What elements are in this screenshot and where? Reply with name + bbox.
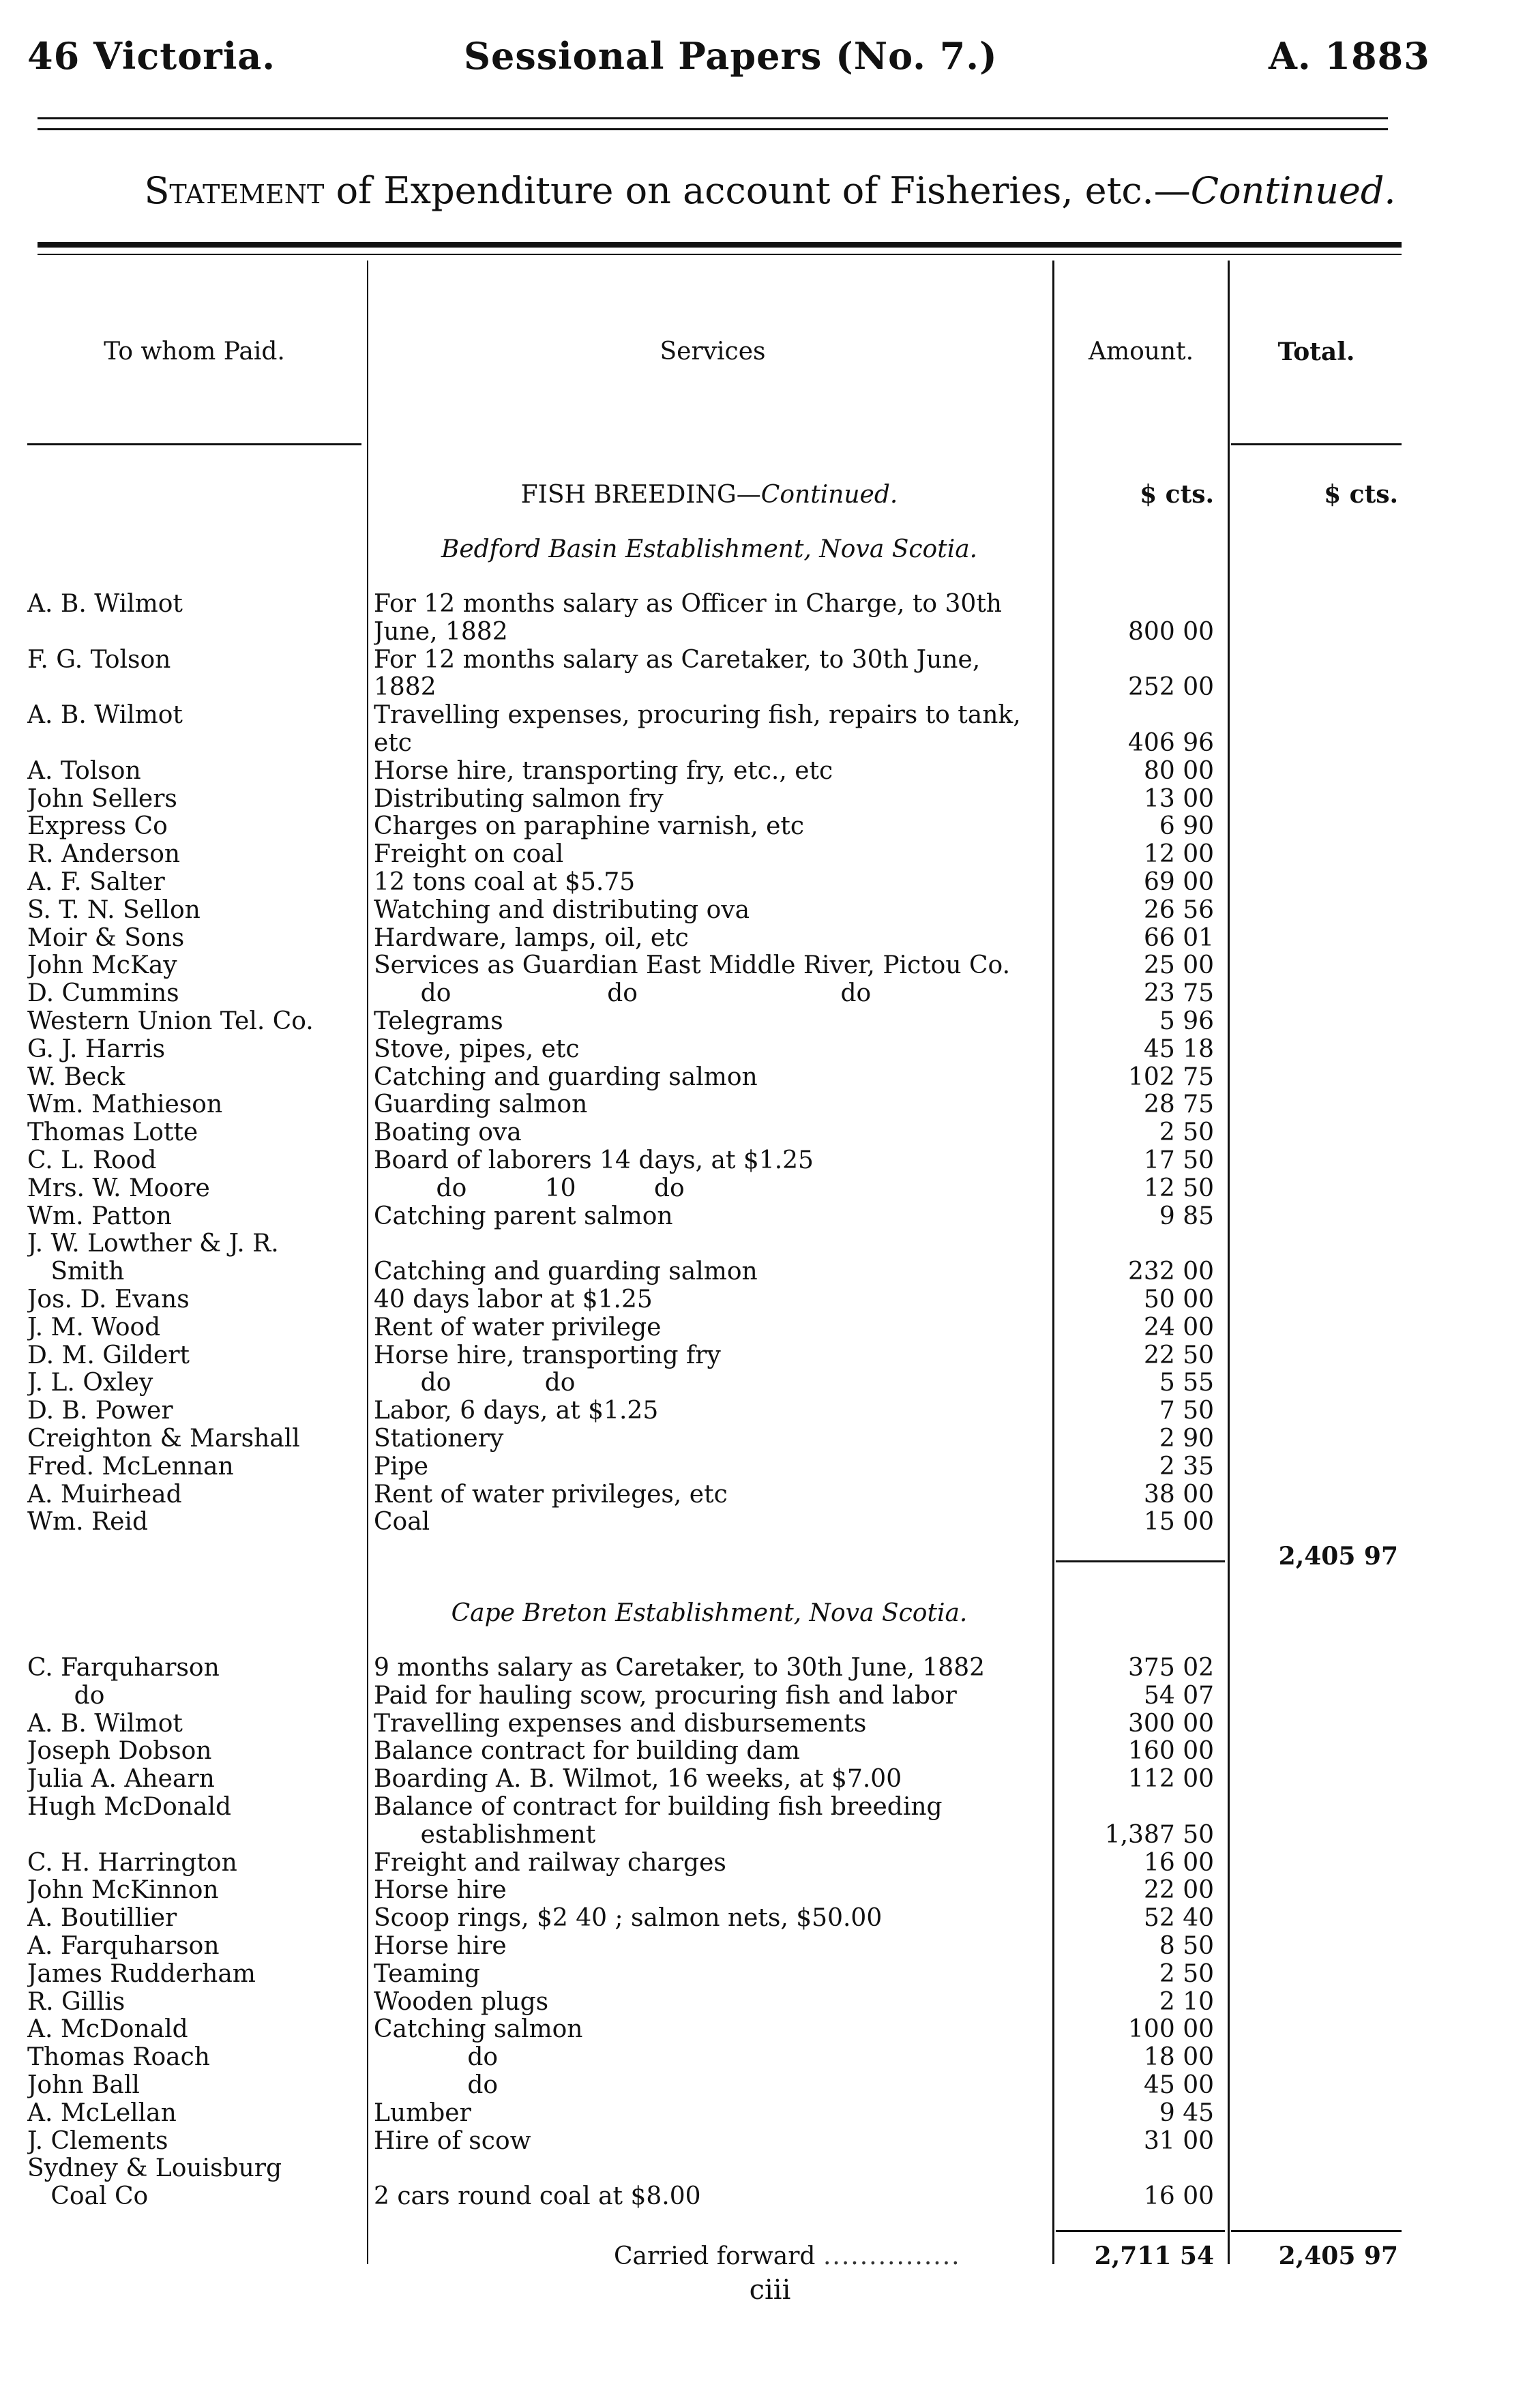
- service-description: do: [374, 2043, 499, 2072]
- service-description: Travelling expenses, procuring fish, repairs to tank,: [374, 701, 1021, 730]
- amount-value: 28 75: [1143, 1090, 1214, 1119]
- title-smallcaps: Statement: [144, 169, 325, 212]
- service-description: Travelling expenses and disbursements: [374, 1709, 867, 1738]
- amount-value: 15 00: [1143, 1508, 1214, 1536]
- bedford-title: Bedford Basin Establishment, Nova Scotia.: [441, 535, 978, 563]
- table-row: [0, 1369, 1540, 1397]
- amount-value: 102 75: [1128, 1063, 1214, 1091]
- service-description: Horse hire, transporting fry, etc., etc: [374, 756, 833, 785]
- payee-name: A. Boutillier: [27, 1904, 177, 1933]
- carried-total: 2,405 97: [1278, 2242, 1398, 2270]
- amount-value: 54 07: [1143, 1681, 1214, 1710]
- service-description: Board of laborers 14 days, at $1.25: [374, 1146, 814, 1174]
- amount-value: 50 00: [1143, 1286, 1214, 1313]
- table-row: [0, 1682, 1540, 1710]
- service-description: Balance contract for building dam: [374, 1737, 801, 1766]
- table-row: [0, 1453, 1540, 1481]
- carried-amount: 2,711 54: [1094, 2242, 1214, 2270]
- payee-name: Thomas Roach: [27, 2043, 210, 2072]
- service-description: Horse hire, transporting fry: [374, 1341, 721, 1369]
- service-description: Coal: [374, 1508, 430, 1536]
- service-description: Teaming: [374, 1959, 480, 1988]
- table-row: [0, 2071, 1540, 2099]
- carried-rule-total: [1231, 2230, 1402, 2232]
- service-description: Watching and distributing ova: [374, 895, 750, 924]
- payee-name: John Ball: [27, 2071, 140, 2099]
- service-description: Stove, pipes, etc: [374, 1035, 580, 1063]
- payee-name: D. B. Power: [27, 1397, 173, 1425]
- service-description: 9 months salary as Caretaker, to 30th June, 1882: [374, 1654, 986, 1682]
- amount-value: 2 90: [1159, 1425, 1214, 1453]
- table-row: [0, 618, 1540, 646]
- table-row: [0, 1481, 1540, 1509]
- amount-value: 9 85: [1159, 1202, 1214, 1230]
- carried-rule-amount: [1056, 2230, 1225, 2232]
- amount-value: 300 00: [1128, 1709, 1214, 1738]
- service-description: Charges on paraphine varnish, etc: [374, 812, 805, 841]
- table-row: [0, 979, 1540, 1007]
- amount-value: 18 00: [1143, 2043, 1214, 2072]
- payee-name: James Rudderham: [27, 1959, 256, 1988]
- payee-name: D. Cummins: [27, 979, 179, 1008]
- table-row: [0, 868, 1540, 896]
- amount-value: 2 50: [1159, 1959, 1214, 1988]
- payee-name: do: [27, 1681, 105, 1710]
- amount-value: 66 01: [1143, 923, 1214, 952]
- table-row: [0, 1932, 1540, 1960]
- service-description: Catching and guarding salmon: [374, 1063, 758, 1091]
- carried-forward-label: Carried forward ...............: [614, 2242, 961, 2270]
- service-description: 2 cars round coal at $8.00: [374, 2182, 701, 2211]
- amount-value: 52 40: [1143, 1904, 1214, 1933]
- payee-name: R. Anderson: [27, 840, 181, 869]
- bedford-total: 2,405 97: [1278, 1542, 1398, 1571]
- table-row: [0, 1146, 1540, 1174]
- payee-name: Moir & Sons: [27, 923, 185, 952]
- payee-name: John McKay: [27, 951, 177, 980]
- table-row: [0, 812, 1540, 840]
- service-description: Guarding salmon: [374, 1090, 588, 1119]
- payee-name: A. Farquharson: [27, 1932, 220, 1960]
- amount-value: 406 96: [1128, 729, 1214, 757]
- header-left: 46 Victoria.: [27, 34, 276, 78]
- amount-value: 22 00: [1143, 1876, 1214, 1905]
- payee-name: John Sellers: [27, 784, 177, 813]
- table-row: [0, 1313, 1540, 1341]
- amount-value: 8 50: [1159, 1932, 1214, 1960]
- amount-value: 7 50: [1159, 1397, 1214, 1425]
- amount-value: 80 00: [1143, 756, 1214, 785]
- table-row: [0, 2127, 1540, 2155]
- amount-value: 22 50: [1143, 1341, 1214, 1369]
- amount-value: 17 50: [1143, 1146, 1214, 1174]
- amount-value: 38 00: [1143, 1480, 1214, 1509]
- cape-title: Cape Breton Establishment, Nova Scotia.: [451, 1599, 968, 1627]
- colhead-services: Services: [660, 338, 766, 366]
- table-row: [0, 1007, 1540, 1035]
- service-description: etc: [374, 729, 412, 757]
- colhead-amount: Amount.: [1088, 338, 1194, 366]
- amount-value: 31 00: [1143, 2126, 1214, 2155]
- table-row: [0, 1286, 1540, 1313]
- payee-name: J. M. Wood: [27, 1313, 161, 1341]
- table-row: [0, 1960, 1540, 1988]
- unit-row: [0, 481, 1540, 509]
- amount-value: 9 45: [1159, 2098, 1214, 2127]
- service-description: Catching salmon: [374, 2015, 583, 2044]
- table-row: [0, 1118, 1540, 1146]
- service-description: Scoop rings, $2 40 ; salmon nets, $50.00: [374, 1904, 883, 1933]
- table-row: [0, 1063, 1540, 1091]
- table-row: [0, 840, 1540, 868]
- section-heading-italic: Continued.: [760, 481, 898, 509]
- amount-value: 2 50: [1159, 1118, 1214, 1147]
- payee-name: C. L. Rood: [27, 1146, 157, 1174]
- payee-name: A. McDonald: [27, 2015, 188, 2044]
- service-description: Horse hire: [374, 1932, 507, 1960]
- service-description: 12 tons coal at $5.75: [374, 868, 636, 896]
- amount-value: 24 00: [1143, 1313, 1214, 1341]
- amount-value: 45 18: [1143, 1035, 1214, 1063]
- amount-value: 1,387 50: [1104, 1820, 1214, 1849]
- payee-name: J. L. Oxley: [27, 1369, 153, 1397]
- service-description: Labor, 6 days, at $1.25: [374, 1397, 659, 1425]
- payee-name: Thomas Lotte: [27, 1118, 198, 1147]
- amount-value: 16 00: [1143, 2182, 1214, 2211]
- amount-value: 5 96: [1159, 1007, 1214, 1035]
- payee-name: Julia A. Ahearn: [27, 1765, 215, 1794]
- header-rule-1: [38, 117, 1388, 119]
- payee-name: D. M. Gildert: [27, 1341, 190, 1369]
- table-row: [0, 1737, 1540, 1765]
- amount-value: 100 00: [1128, 2015, 1214, 2044]
- payee-name: A. Muirhead: [27, 1480, 182, 1509]
- table-row: [0, 1202, 1540, 1230]
- service-description: Boating ova: [374, 1118, 522, 1147]
- payee-name: A. F. Salter: [27, 868, 165, 896]
- service-description: 40 days labor at $1.25: [374, 1286, 653, 1313]
- statement-title: [0, 169, 1540, 212]
- colhead-rule-right: [1231, 443, 1402, 445]
- payee-name: Joseph Dobson: [27, 1737, 212, 1766]
- table-row: [0, 1341, 1540, 1369]
- service-description: do: [374, 2071, 499, 2099]
- colhead-rule-left: [27, 443, 361, 445]
- service-description: For 12 months salary as Caretaker, to 30th June,: [374, 645, 981, 674]
- payee-name: J. W. Lowther & J. R.: [27, 1230, 279, 1258]
- service-description: 1882: [374, 673, 436, 702]
- payee-name: Wm. Patton: [27, 1202, 172, 1230]
- table-row: [0, 951, 1540, 979]
- payee-name: C. Farquharson: [27, 1654, 220, 1682]
- service-description: do do do: [374, 979, 872, 1008]
- table-row: [0, 2182, 1540, 2210]
- table-row: [0, 2015, 1540, 2043]
- service-description: establishment: [374, 1820, 596, 1849]
- amount-value: 5 55: [1159, 1369, 1214, 1397]
- payee-name: A. McLellan: [27, 2098, 177, 2127]
- service-description: Catching and guarding salmon: [374, 1258, 758, 1286]
- table-row: [0, 1793, 1540, 1821]
- payee-name: Sydney & Louisburg: [27, 2154, 282, 2183]
- amount-value: 12 50: [1143, 1174, 1214, 1202]
- service-description: Rent of water privilege: [374, 1313, 662, 1341]
- header-center: Sessional Papers (No. 7.): [464, 34, 998, 78]
- service-description: do do: [374, 1369, 576, 1397]
- amount-value: 375 02: [1128, 1654, 1214, 1682]
- table-row: [0, 729, 1540, 757]
- amount-value: 6 90: [1159, 812, 1214, 841]
- amount-value: 2 35: [1159, 1452, 1214, 1481]
- amount-value: 26 56: [1143, 895, 1214, 924]
- amount-value: 13 00: [1143, 784, 1214, 813]
- table-row: [0, 785, 1540, 813]
- amount-value: 12 00: [1143, 840, 1214, 869]
- payee-name: A. B. Wilmot: [27, 701, 183, 730]
- table-row: [0, 1710, 1540, 1738]
- service-description: Freight and railway charges: [374, 1848, 726, 1877]
- carried-forward-row: [0, 2242, 1540, 2270]
- payee-name: Mrs. W. Moore: [27, 1174, 210, 1202]
- page-number: ciii: [749, 2274, 791, 2306]
- service-description: Services as Guardian East Middle River, Pictou Co.: [374, 951, 1011, 980]
- table-row: [0, 896, 1540, 924]
- amount-value: 23 75: [1143, 979, 1214, 1008]
- table-row: [0, 1765, 1540, 1793]
- payee-name: Smith: [27, 1258, 125, 1286]
- table-row: [0, 1988, 1540, 2016]
- table-row: [0, 2043, 1540, 2071]
- service-description: Wooden plugs: [374, 1987, 549, 2016]
- amount-value: 69 00: [1143, 868, 1214, 896]
- title-rule-thin: [38, 254, 1402, 255]
- table-row: [0, 590, 1540, 618]
- amount-value: 16 00: [1143, 1848, 1214, 1877]
- service-description: Pipe: [374, 1452, 429, 1481]
- service-description: For 12 months salary as Officer in Charge, to 30th: [374, 590, 1002, 618]
- amount-value: 45 00: [1143, 2071, 1214, 2099]
- amount-value: 800 00: [1128, 617, 1214, 646]
- table-row: [0, 673, 1540, 701]
- payee-name: F. G. Tolson: [27, 645, 171, 674]
- table-row: [0, 1904, 1540, 1932]
- payee-name: Wm. Reid: [27, 1508, 148, 1536]
- colhead-paid: To whom Paid.: [104, 338, 285, 366]
- payee-name: Hugh McDonald: [27, 1793, 232, 1821]
- service-description: Rent of water privileges, etc: [374, 1480, 728, 1509]
- service-description: Hire of scow: [374, 2126, 531, 2155]
- table-row: [0, 757, 1540, 785]
- table-row: [0, 1654, 1540, 1682]
- table-row: [0, 1508, 1540, 1536]
- table-row: [0, 1035, 1540, 1063]
- payee-name: Jos. D. Evans: [27, 1286, 190, 1313]
- amount-value: 252 00: [1128, 673, 1214, 702]
- table-row: [0, 1821, 1540, 1849]
- payee-name: Wm. Mathieson: [27, 1090, 223, 1119]
- amount-value: 25 00: [1143, 951, 1214, 980]
- payee-name: G. J. Harris: [27, 1035, 166, 1063]
- service-description: Boarding A. B. Wilmot, 16 weeks, at $7.00: [374, 1765, 902, 1794]
- payee-name: A. Tolson: [27, 756, 141, 785]
- service-description: Hardware, lamps, oil, etc: [374, 923, 689, 952]
- payee-name: Western Union Tel. Co.: [27, 1007, 314, 1035]
- table-row: [0, 701, 1540, 729]
- amount-value: 112 00: [1128, 1765, 1214, 1794]
- service-description: Lumber: [374, 2098, 471, 2127]
- payee-name: Coal Co: [27, 2182, 149, 2211]
- table-row: [0, 1876, 1540, 1904]
- table-row: [0, 1397, 1540, 1425]
- payee-name: C. H. Harrington: [27, 1848, 237, 1877]
- payee-name: Fred. McLennan: [27, 1452, 234, 1481]
- service-description: Stationery: [374, 1425, 504, 1453]
- service-description: Catching parent salmon: [374, 1202, 673, 1230]
- table-row: [0, 2099, 1540, 2127]
- title-rule-thick: [38, 242, 1402, 248]
- payee-name: A. B. Wilmot: [27, 590, 183, 618]
- bedford-total-row: [0, 1543, 1540, 1571]
- payee-name: A. B. Wilmot: [27, 1709, 183, 1738]
- service-description: Balance of contract for building fish breeding: [374, 1793, 943, 1821]
- carried-label-text: Carried forward: [614, 2242, 816, 2270]
- amount-value: 2 10: [1159, 1987, 1214, 2016]
- colhead-total: Total.: [1277, 338, 1355, 366]
- header-rule-2: [38, 128, 1388, 130]
- table-row: [0, 1090, 1540, 1118]
- service-description: Telegrams: [374, 1007, 503, 1035]
- table-row: [0, 646, 1540, 674]
- table-row: [0, 924, 1540, 952]
- service-description: June, 1882: [374, 617, 508, 646]
- payee-name: S. T. N. Sellon: [27, 895, 201, 924]
- payee-name: Creighton & Marshall: [27, 1425, 300, 1453]
- service-description: Horse hire: [374, 1876, 507, 1905]
- table-row: [0, 2154, 1540, 2182]
- payee-name: John McKinnon: [27, 1876, 219, 1905]
- amount-unit: $ cts.: [1140, 480, 1214, 509]
- section-heading-text: FISH BREEDING—: [520, 481, 761, 509]
- table-row: [0, 1174, 1540, 1202]
- table-row: [0, 1425, 1540, 1453]
- title-main: of Expenditure on account of Fisheries, etc.—: [324, 169, 1191, 212]
- service-description: do 10 do: [374, 1174, 685, 1202]
- table-row: [0, 1849, 1540, 1877]
- total-unit: $ cts.: [1324, 480, 1398, 509]
- payee-name: W. Beck: [27, 1063, 125, 1091]
- header-right: A. 1883: [1269, 34, 1430, 78]
- service-description: Distributing salmon fry: [374, 784, 664, 813]
- amount-value: 232 00: [1128, 1258, 1214, 1286]
- service-description: Freight on coal: [374, 840, 564, 869]
- title-italic: Continued.: [1190, 169, 1396, 212]
- payee-name: J. Clements: [27, 2126, 168, 2155]
- table-row: [0, 1230, 1540, 1258]
- payee-name: R. Gillis: [27, 1987, 125, 2016]
- service-description: Paid for hauling scow, procuring fish and labor: [374, 1681, 957, 1710]
- amount-value: 160 00: [1128, 1737, 1214, 1766]
- table-row: [0, 1258, 1540, 1286]
- payee-name: Express Co: [27, 812, 168, 841]
